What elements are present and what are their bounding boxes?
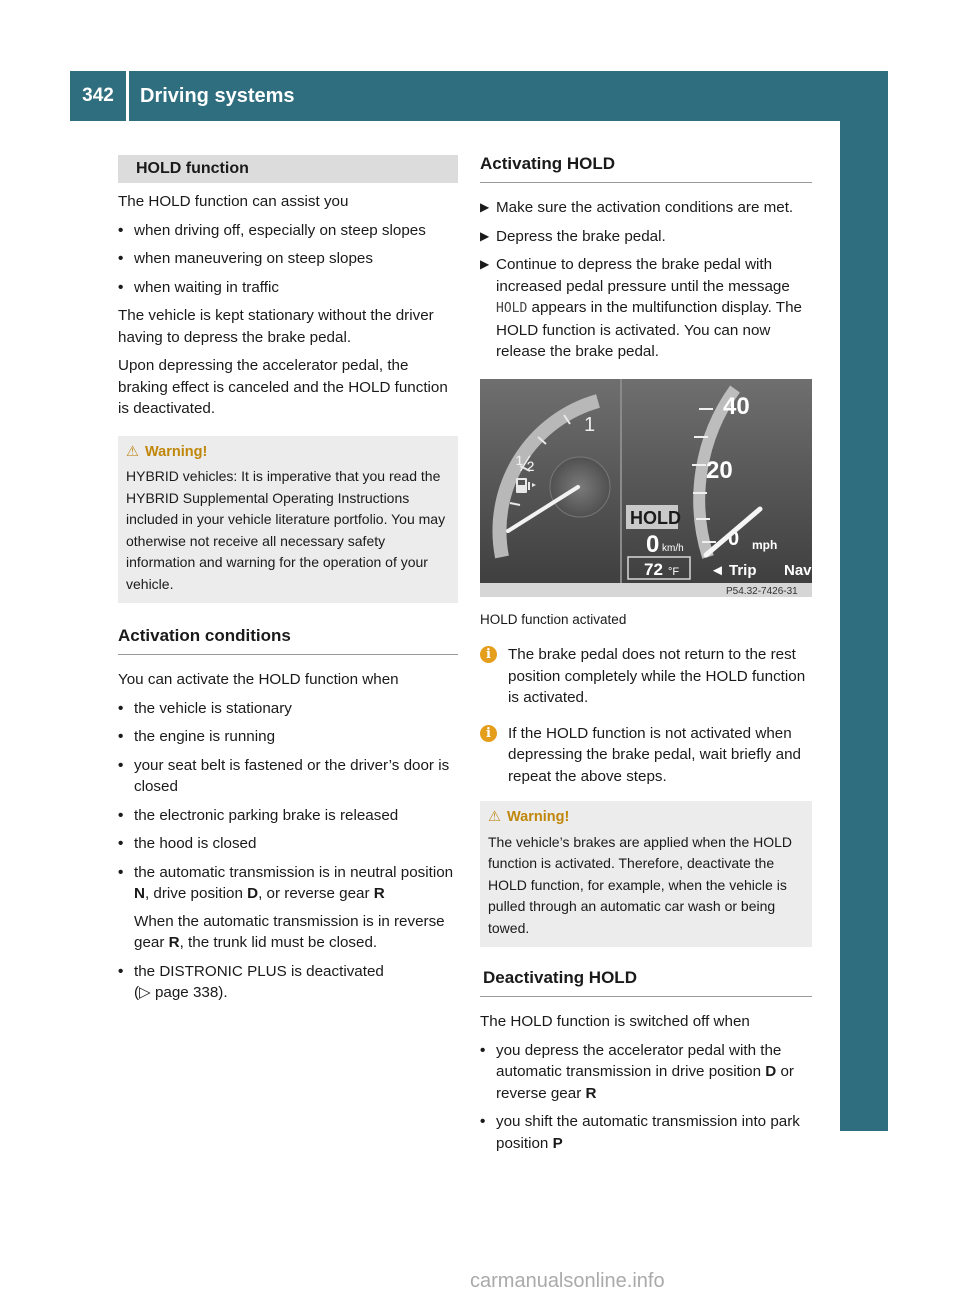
warning-box (118, 436, 458, 604)
warning-title: Warning! (507, 809, 570, 825)
info-icon: i (480, 725, 497, 742)
step-item: ▶ Depress the brake pedal. (480, 227, 666, 245)
watermark: carmanualsonline.info (470, 1270, 665, 1292)
warning-box (480, 801, 812, 947)
step-item: ▶ Make sure the activation conditions are met. (480, 199, 794, 216)
info-note: i If the HOLD function is not activated when depressing the brake pedal, wait briefly and repeat the above steps. (480, 723, 812, 788)
list-item: • when driving off, especially on steep slopes (118, 221, 426, 239)
intro-text: The HOLD function can assist you (118, 193, 349, 210)
list-item: • when maneuvering on steep slopes (118, 250, 373, 267)
side-tab-label: Controls in detail (851, 270, 876, 450)
right-column (480, 153, 812, 1161)
activation-intro: You can activate the HOLD function when (118, 671, 399, 688)
list-item: • you depress the accelerator pedal with the automatic transmission in drive position D or reverse gear R (480, 1041, 794, 1102)
step-item: ▶ Continue to depress the brake pedal with increased pedal pressure until the message HOLD appears in the multifunction display. The HOLD function is activated. You can now release the brake pedal. (480, 256, 802, 360)
list-item: • the automatic transmission is in neutral position N, drive position D, or reverse gear R When the automatic transmission is in reverse gear R, the trunk lid must be closed. (118, 862, 458, 954)
speed-label-20: 20 (706, 456, 733, 484)
speed-label-0: 0 (728, 527, 740, 550)
list-item: • the engine is running (118, 728, 276, 745)
hold-indicator: HOLD (630, 507, 681, 528)
warning-title: Warning! (145, 443, 208, 460)
trip-menu: ◄ Trip (710, 561, 757, 579)
info-note: i The brake pedal does not return to the rest position completely while the HOLD function is activated. (480, 644, 812, 709)
speed-unit: km/h (662, 542, 684, 554)
warning-text: The vehicle’s brakes are applied when the HOLD function is activated. Therefore, deactivate the HOLD function, for example, when the vehicle is pulled through an automatic car wash or being towed. (488, 833, 793, 936)
figure-caption: HOLD function activated (480, 611, 627, 627)
section-heading-deactivating: Deactivating HOLD (480, 967, 812, 997)
instrument-cluster-image (480, 379, 812, 597)
section-heading-hold: HOLD function (118, 155, 458, 183)
section-heading-activation: Activation conditions (118, 625, 458, 655)
list-item: • the hood is closed (118, 835, 257, 852)
warning-text: HYBRID vehicles: It is imperative that you read the HYBRID Supplemental Operating Instructions included in your vehicle literature portfolio. You may otherwise not receive all necessary safety information and warning for the operation of your vehicle. (126, 468, 446, 592)
list-item: • the DISTRONIC PLUS is deactivated (▷ page 338). (118, 962, 384, 1001)
warning-icon: ⚠ (488, 809, 501, 825)
page-reference: (▷ page 338). (134, 984, 228, 1001)
deactivation-intro: The HOLD function is switched off when (480, 1013, 750, 1030)
header-divider (126, 71, 129, 121)
list-item-subtext: When the automatic transmission is in reverse gear R, the trunk lid must be closed. (134, 912, 445, 951)
warning-icon: ⚠ (126, 443, 139, 460)
info-icon: i (480, 646, 497, 663)
temperature-readout: 72 (644, 559, 663, 579)
figure-code: P54.32-7426-31 (726, 585, 798, 597)
page-title: Driving systems (140, 85, 295, 107)
gauge-label-1: 1 (584, 413, 596, 436)
speed-readout: 0 (646, 530, 660, 558)
list-item: • the electronic parking brake is released (118, 806, 399, 824)
list-item: • you shift the automatic transmission into park position P (480, 1113, 800, 1152)
paragraph: The vehicle is kept stationary without the driver having to depress the brake pedal. (118, 307, 434, 346)
left-column (118, 155, 458, 1011)
section-heading-activating: Activating HOLD (480, 153, 812, 183)
gauge-label-half: ½ (516, 450, 535, 476)
list-item: • when waiting in traffic (118, 278, 279, 296)
page-number: 342 (82, 85, 114, 106)
nav-menu: Nav (784, 561, 812, 579)
instrument-cluster-figure (480, 379, 812, 597)
temperature-unit: °F (668, 565, 680, 578)
mph-label: mph (752, 537, 778, 552)
list-item: • the vehicle is stationary (118, 699, 292, 717)
speed-label-40: 40 (723, 392, 750, 420)
list-item: • your seat belt is fastened or the driver’s door is closed (118, 756, 450, 795)
display-message: HOLD (496, 301, 528, 316)
paragraph: Upon depressing the accelerator pedal, the braking effect is canceled and the HOLD function is deactivated. (118, 357, 448, 417)
